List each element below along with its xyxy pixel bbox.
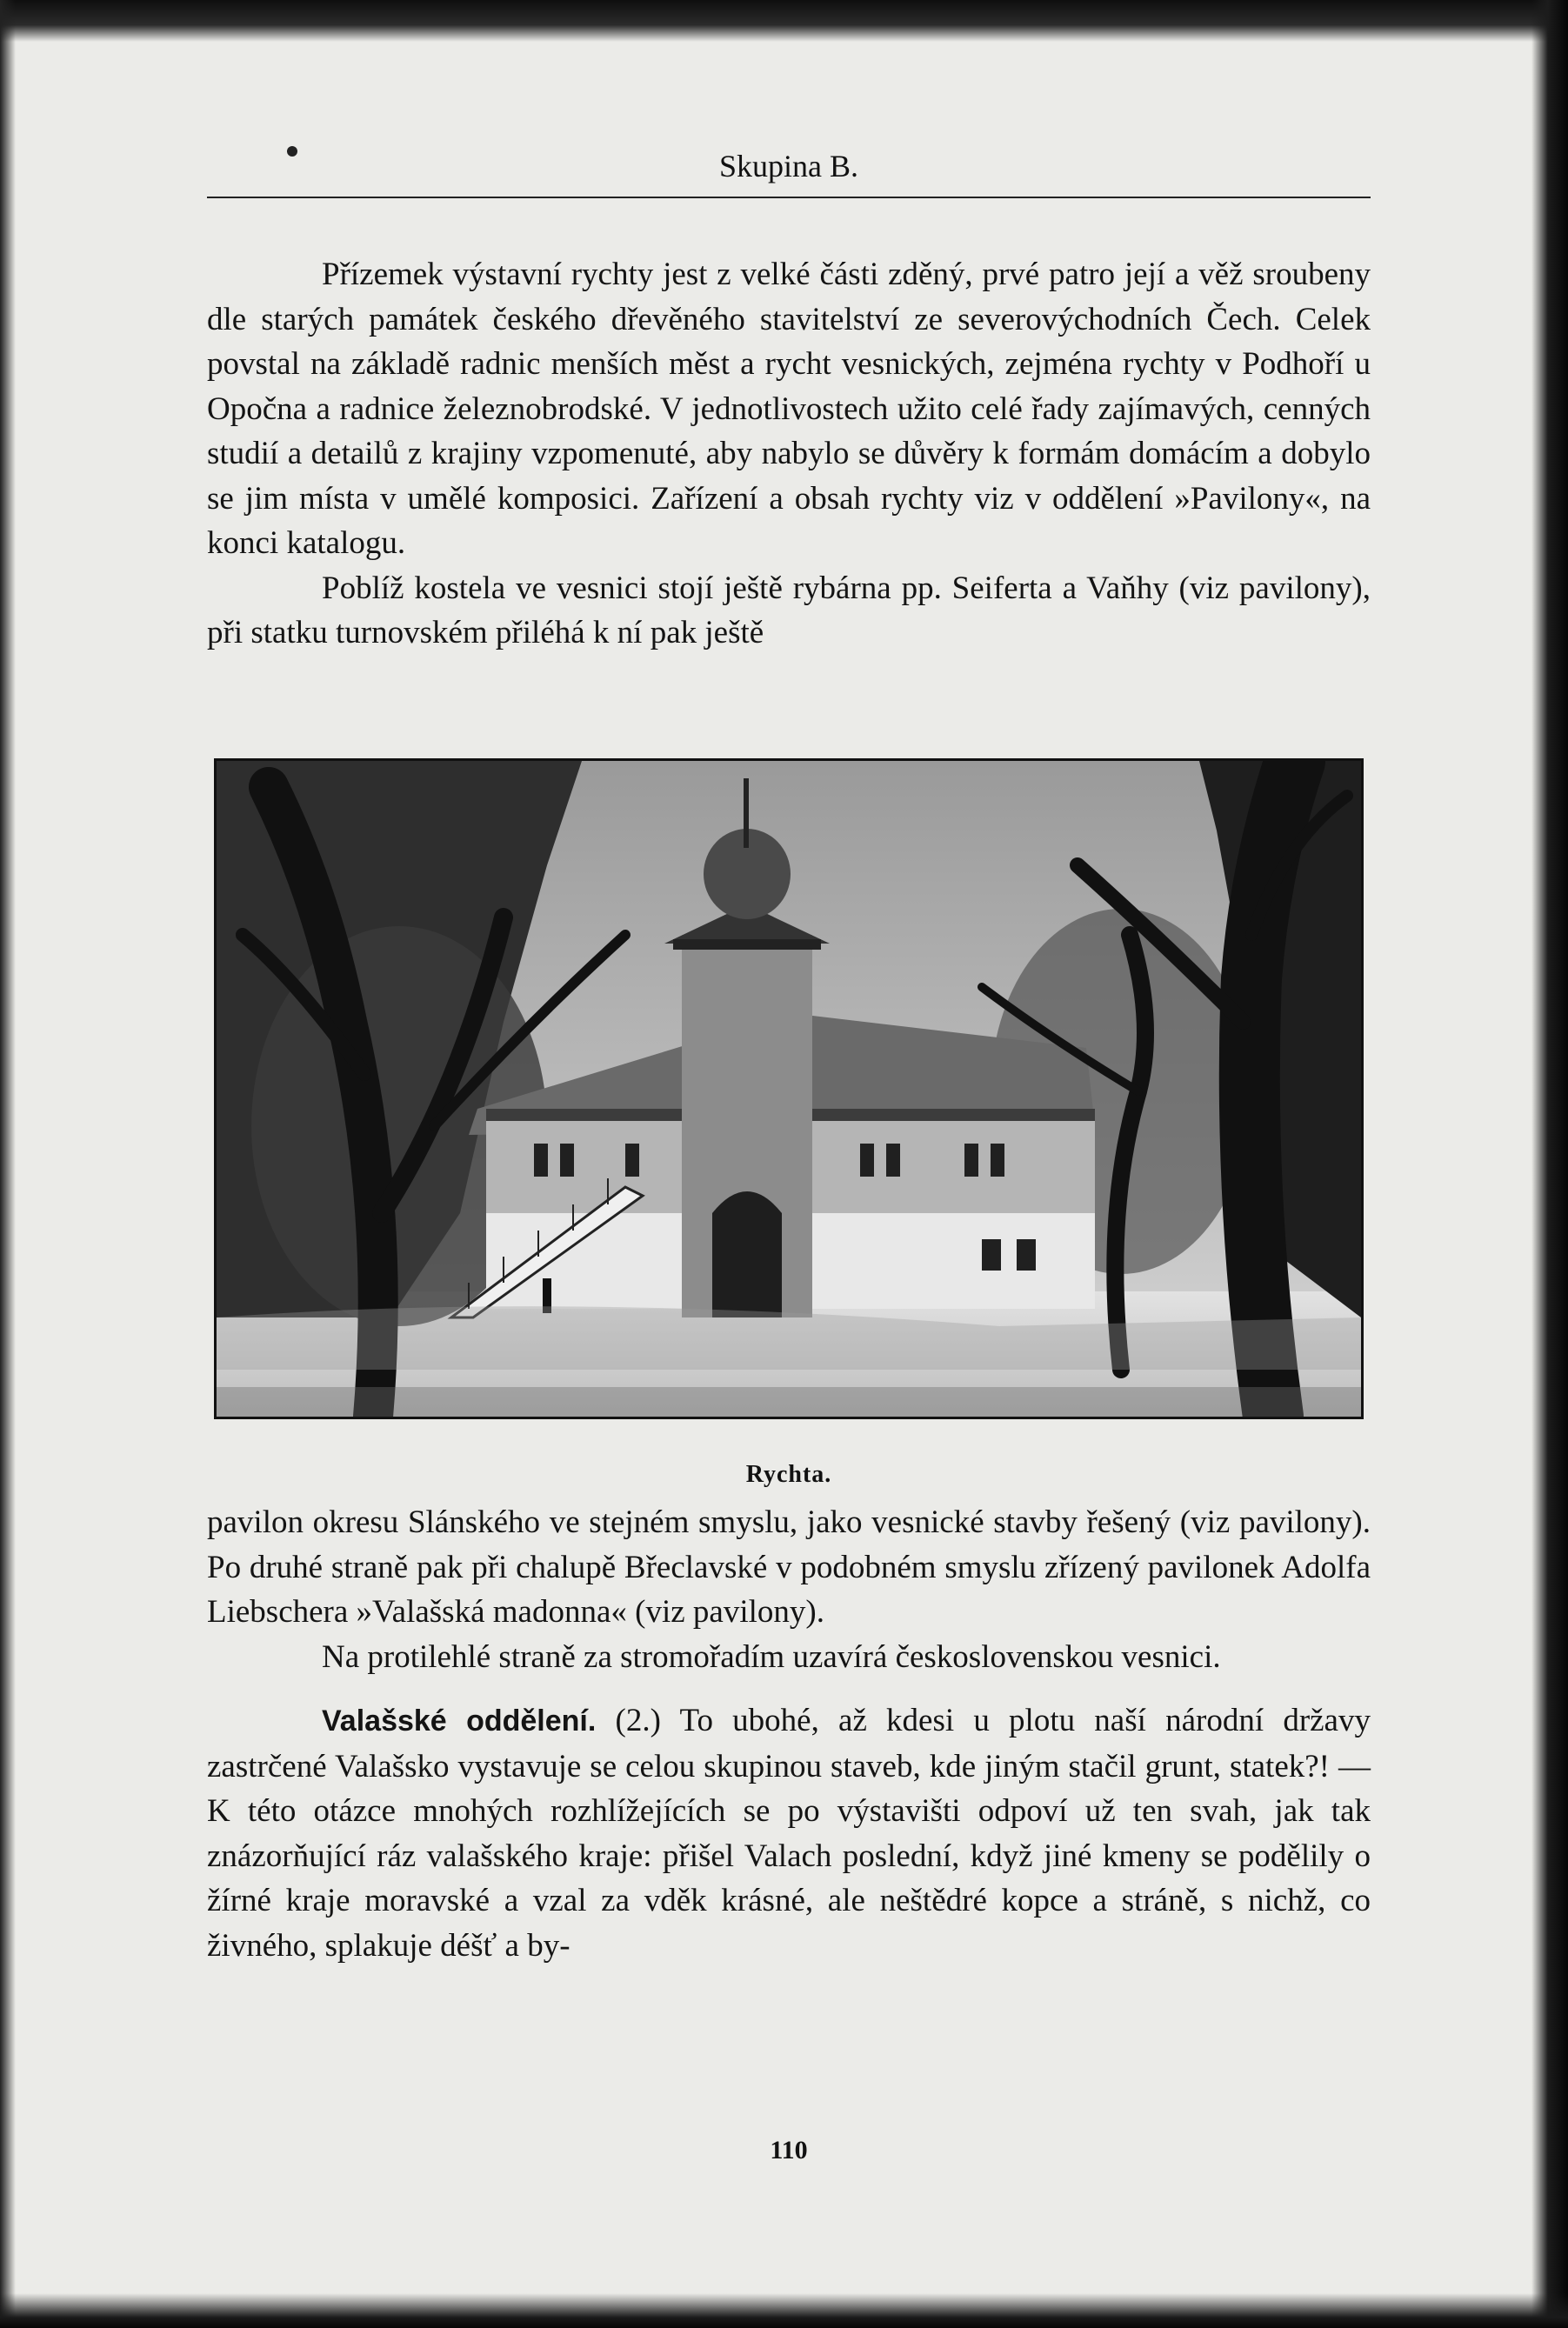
paragraph: Přízemek výstavní rychty jest z velké části zděný, prvé patro její a věž sroubeny dle starých památek českého dřevěného stavitelství ze severovýchodních Čech. Celek povstal na základě radnic menších měst a rycht vesnických, zejména rychty v Podhoří u Opočna a radnice železnobrodské. V jednotlivostech užito celé řady zajímavých, cenných studií a detailů z krajiny vzpomenuté, aby nabylo se důvěry k formám domácím a dobylo se jim místa v umělé komposici. Zařízení a obsah rychty viz v oddělení »Pavilony«, na konci katalogu. [207,257,1371,561]
text-block-bottom [207,1500,1371,1968]
page-number: 110 [770,2136,808,2165]
paragraph: Poblíž kostela ve vesnici stojí ještě rybárna pp. Seiferta a Vaňhy (viz pavilony), při statku turnovském přiléhá k ní pak ještě [207,570,1371,650]
scan-edge-top [0,0,1568,42]
section-heading: Valašské oddělení. [322,1704,597,1738]
running-header: Skupina B. [718,149,858,183]
paragraph: pavilon okresu Slánského ve stejném smyslu, jako vesnické stavby řešený (viz pavilony). Po druhé straně pak při chalupě Břeclavské v podobném smyslu zřízený pavilonek Adolfa Liebschera »Valašská madonna« (viz pavilony). [207,1504,1371,1630]
photo-rychta [214,758,1364,1419]
rychta-photo-illustration [217,761,1361,1417]
scan-edge-right [1531,0,1568,2328]
text-block-top [207,252,1371,656]
figure-caption: Rychta. [745,1461,832,1488]
paragraph: Na protilehlé straně za stromořadím uzavírá československou vesnici. [322,1638,1221,1675]
paragraph-text: (2.) To ubohé, až kdesi u plotu naší národní državy zastrčené Valašsko vystavuje se celou skupinou staveb, kde jiným stačil grunt, statek?! — K této otázce mnohých rozhlížejících se po výstavišti odpoví už ten svah, jak tak znázorňující ráz valašského kraje: přišel Valach poslední, když jiné kmeny se podělily o žírné kraje moravské a vzal za vděk krásné, ale neštědré kopce a stráně, s nichž, co živného, splakuje déšť a by- [207,1703,1371,1964]
scan-edge-bottom [0,2293,1568,2328]
scan-edge-left [0,0,16,2328]
paragraph-valasske [207,1698,1371,1968]
header-rule [207,197,1371,198]
